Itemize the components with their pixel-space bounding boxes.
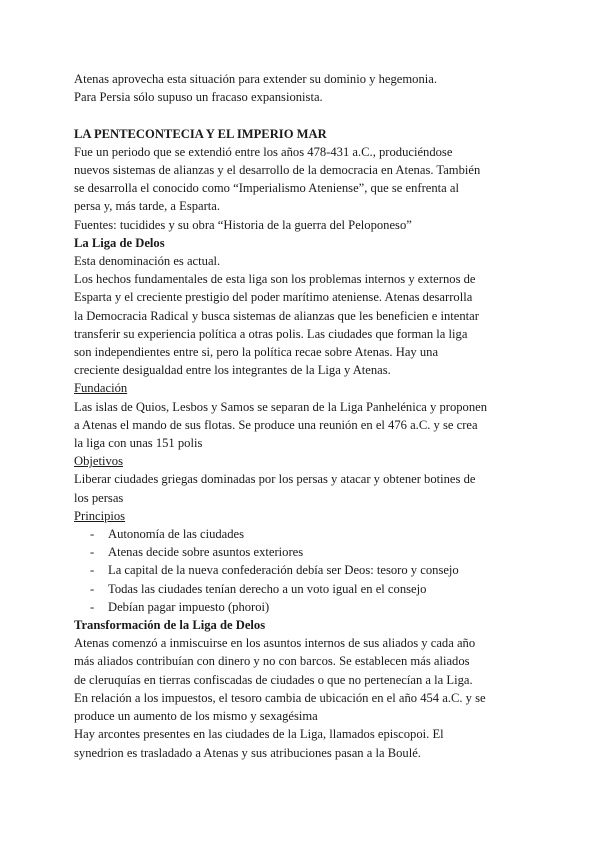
list-item-text: Todas las ciudades tenían derecho a un voto igual en el consejo (108, 581, 427, 596)
body-line: nuevos sistemas de alianzas y el desarrollo de la democracia en Atenas. También (74, 163, 481, 177)
list-item (74, 598, 530, 616)
subsection-title-objetivos: Objetivos (74, 454, 123, 469)
body-line: se desarrolla el conocido como “Imperialismo Ateniense”, que se enfrenta al (74, 181, 460, 196)
subsection-title-fundacion: Fundación (74, 381, 128, 396)
body-line: Esparta y el creciente prestigio del poder marítimo ateniense. Atenas desarrolla (74, 290, 473, 305)
dash-bullet: - (90, 527, 95, 542)
body-line: de cleruquías en tierras confiscadas de ciudades o que no pertenecían a la Liga. (74, 672, 473, 687)
list-item (74, 580, 530, 598)
list-item (74, 543, 530, 561)
list-item-text: Debían pagar impuesto (phoroi) (108, 599, 270, 614)
body-line: creciente desigualdad entre los integrantes de la Liga y Atenas. (74, 363, 391, 378)
principios-list (74, 525, 530, 616)
body-line: Liberar ciudades griegas dominadas por los persas y atacar y obtener botines de (74, 472, 476, 487)
dash-bullet: - (90, 545, 95, 560)
list-item (74, 561, 530, 579)
section-title-pentecontecia: LA PENTECONTECIA Y EL IMPERIO MAR (74, 126, 327, 141)
body-line: a Atenas el mando de sus flotas. Se produce una reunión en el 476 a.C. y se crea (74, 417, 478, 432)
body-line: Los hechos fundamentales de esta liga son los problemas internos y externos de (74, 272, 476, 287)
list-item (74, 525, 530, 543)
list-item-text: Autonomía de las ciudades (108, 527, 245, 542)
list-item-text: La capital de la nueva confederación debía ser Deos: tesoro y consejo (108, 563, 459, 578)
body-line: son independientes entre si, pero la política recae sobre Atenas. Hay una (74, 345, 439, 360)
dash-bullet: - (90, 563, 95, 578)
section-title-transformacion: Transformación de la Liga de Delos (74, 618, 266, 633)
section-title-liga: La Liga de Delos (74, 235, 165, 250)
body-line: la Democracia Radical y busca sistemas de alianzas que les beneficien e intentar (74, 308, 479, 323)
body-line: En relación a los impuestos, el tesoro cambia de ubicación en el año 454 a.C. y se (74, 690, 486, 705)
body-line: la liga con unas 151 polis (74, 436, 203, 451)
body-line: Fue un periodo que se extendió entre los años 478-431 a.C., produciéndose (74, 144, 453, 159)
body-line: persa y, más tarde, a Esparta. (74, 199, 221, 214)
intro-line: Para Persia sólo supuso un fracaso expansionista. (74, 90, 323, 105)
paragraph-gap (74, 106, 530, 124)
intro-line: Atenas aprovecha esta situación para extender su dominio y hegemonia. (74, 72, 437, 86)
body-line: synedrion es trasladado a Atenas y sus atribuciones pasan a la Boulé. (74, 745, 421, 760)
body-line: Fuentes: tucidides y su obra “Historia de la guerra del Peloponeso” (74, 217, 412, 232)
body-line: los persas (74, 490, 124, 505)
body-line: Las islas de Quios, Lesbos y Samos se separan de la Liga Panhelénica y proponen (74, 399, 488, 414)
body-line: Esta denominación es actual. (74, 254, 221, 269)
body-line: produce un aumento de los mismo y sexagésima (74, 709, 318, 724)
body-line: Atenas comenzó a inmiscuirse en los asuntos internos de sus aliados y cada año (74, 636, 476, 651)
body-line: transferir su experiencia política a otras polis. Las ciudades que forman la liga (74, 326, 468, 341)
dash-bullet: - (90, 599, 95, 614)
subsection-title-principios: Principios (74, 508, 126, 523)
body-line: Hay arcontes presentes en las ciudades de la Liga, llamados episcopoi. El (74, 727, 444, 742)
list-item-text: Atenas decide sobre asuntos exteriores (108, 545, 304, 560)
document-page (74, 70, 530, 762)
dash-bullet: - (90, 581, 95, 596)
body-line: más aliados contribuían con dinero y no con barcos. Se establecen más aliados (74, 654, 470, 669)
